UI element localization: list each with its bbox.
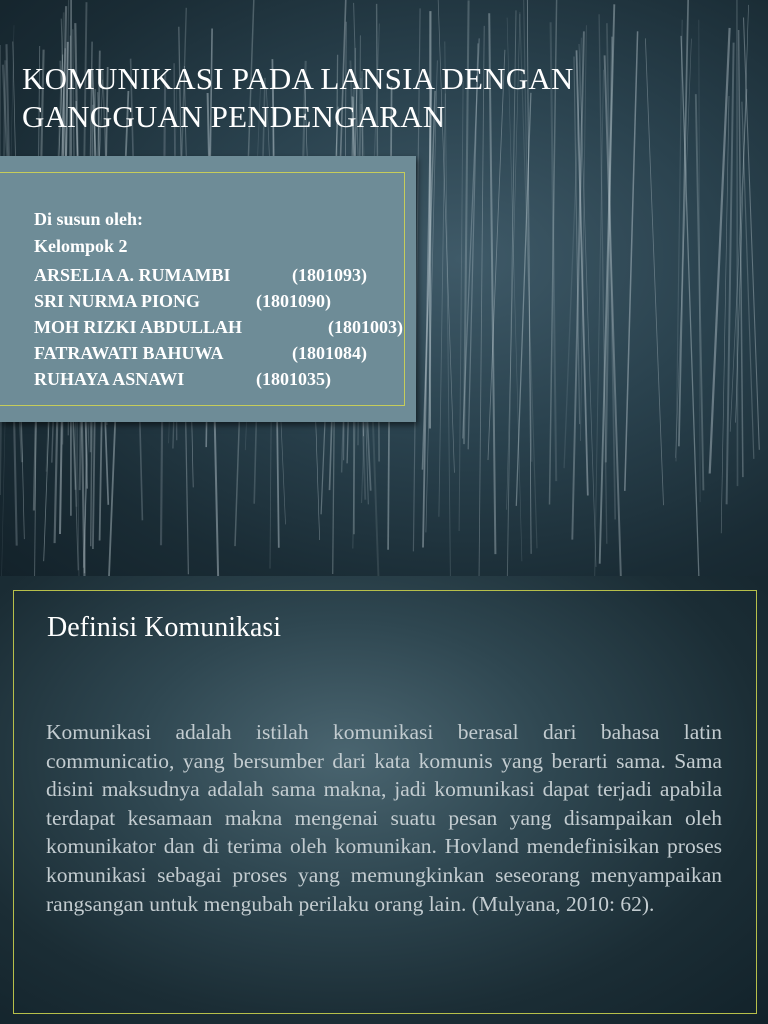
member-nim: (1801084) — [292, 343, 367, 363]
group-label: Kelompok 2 — [34, 236, 128, 256]
member-nim: (1801093) — [292, 265, 367, 285]
member-row — [34, 340, 367, 366]
definition-heading: Definisi Komunikasi — [47, 612, 282, 643]
title-line-1: KOMUNIKASI PADA LANSIA DENGAN — [22, 61, 574, 96]
decorative-streak — [459, 81, 463, 531]
presentation-title — [22, 60, 742, 136]
definition-slide — [0, 576, 768, 1024]
member-name: MOH RIZKI ABDULLAH — [34, 317, 243, 337]
member-row — [34, 314, 403, 340]
member-row — [34, 262, 367, 288]
member-nim: (1801090) — [256, 291, 331, 311]
decorative-streak — [439, 94, 445, 517]
member-nim: (1801003) — [328, 317, 403, 337]
member-name: RUHAYA ASNAWI — [34, 369, 185, 389]
member-name: FATRAWATI BAHUWA — [34, 343, 224, 363]
member-name: ARSELIA A. RUMAMBI — [34, 265, 231, 285]
member-row — [34, 288, 331, 314]
member-row — [34, 366, 331, 392]
authors-list — [34, 206, 403, 392]
member-nim: (1801035) — [256, 369, 331, 389]
member-name: SRI NURMA PIONG — [34, 291, 201, 311]
compiled-by-label: Di susun oleh: — [34, 209, 144, 229]
title-line-2: GANGGUAN PENDENGARAN — [22, 99, 446, 134]
definition-paragraph: Komunikasi adalah istilah komunikasi berasal dari bahasa latin communicatio, yang bersumber dari kata komunis yang berarti sama. Sama disini maksudnya adalah sama makna, jadi komunikasi dapat terjadi apabila terdapat kesamaan makna mengenai suatu pesan yang disampaikan oleh komunikator dan di terima oleh komunikan. Hovland mendefinisikan proses komunikasi sebagai proses yang memungkinkan seseorang menyampaikan rangsangan untuk mengubah perilaku orang lain. (Mulyana, 2010: 62). — [46, 720, 722, 916]
